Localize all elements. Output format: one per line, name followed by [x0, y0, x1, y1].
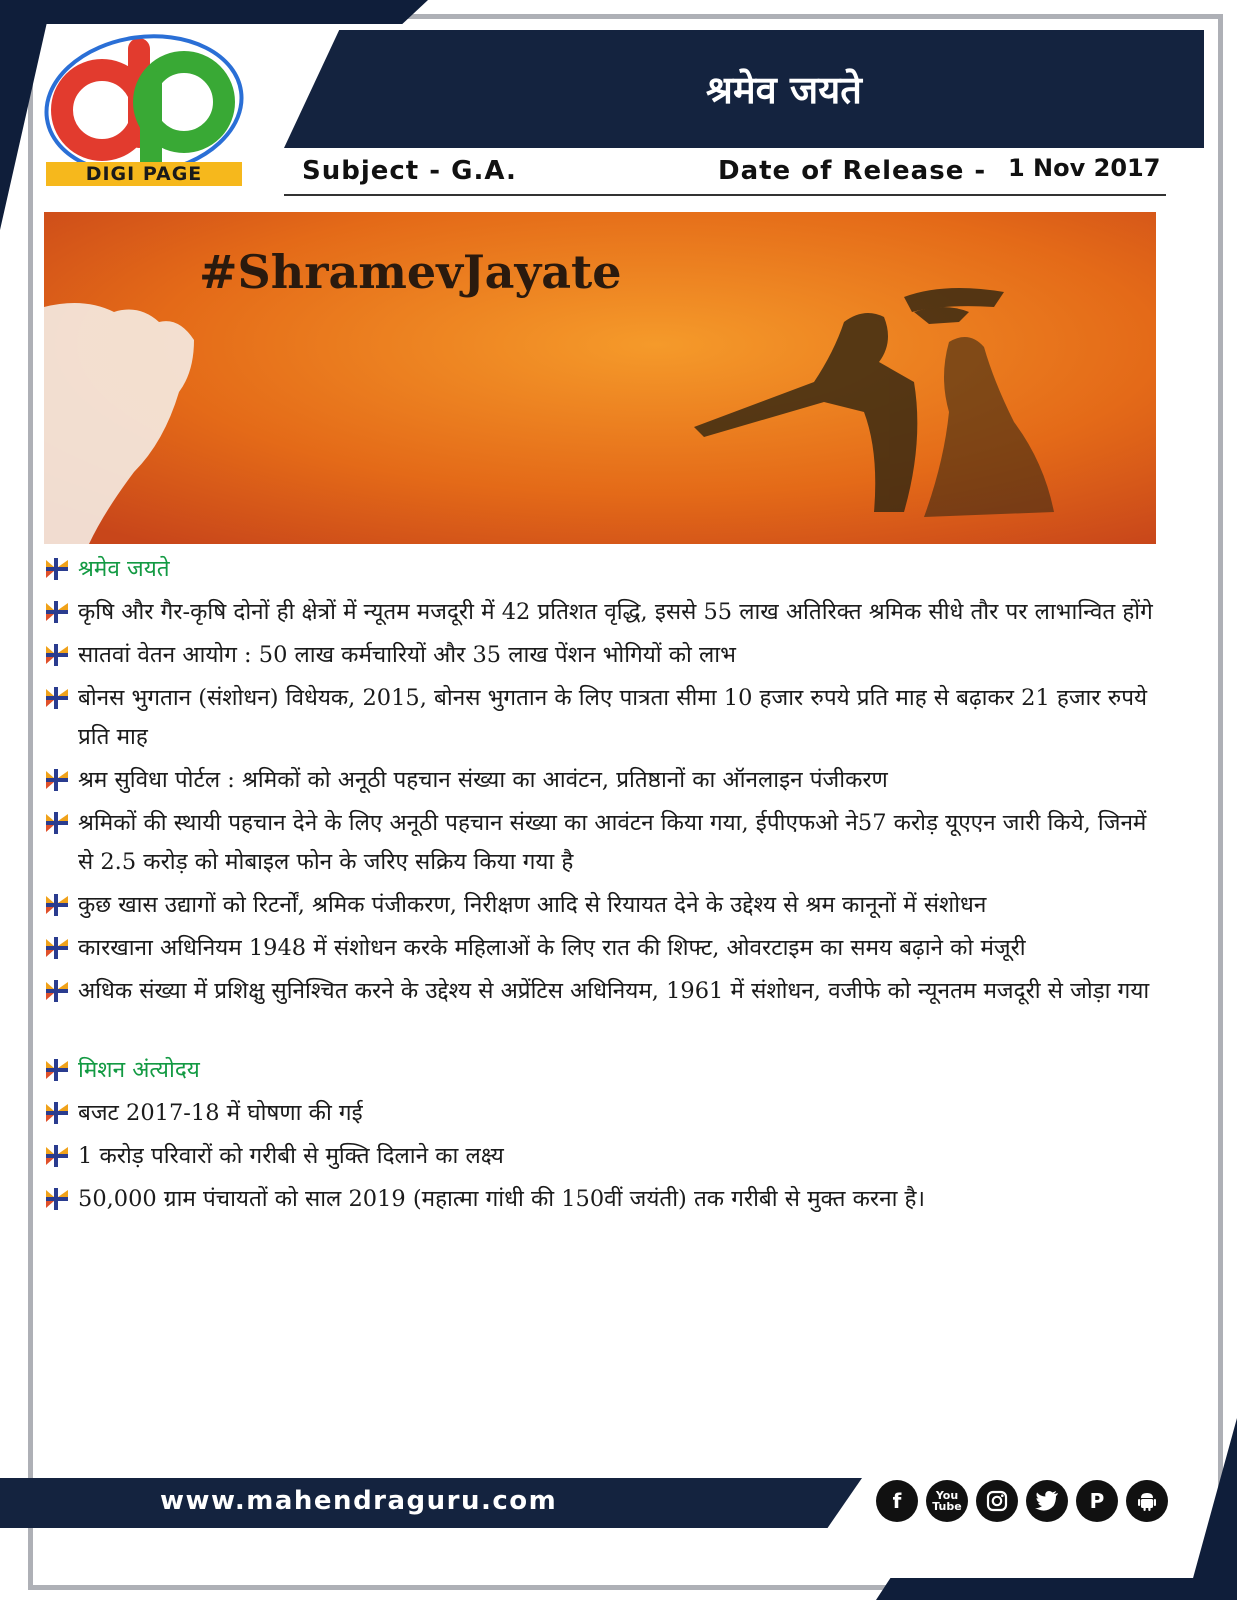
bullet-arrow-icon	[44, 1143, 70, 1169]
bullet-arrow-icon	[44, 599, 70, 625]
logo-badge: DIGI PAGE	[46, 162, 242, 186]
content-body	[44, 550, 1164, 1223]
bullet-item	[44, 636, 1164, 675]
bullet-arrow-icon	[44, 642, 70, 668]
bullet-item	[44, 804, 1164, 882]
page-title: श्रमेव जयते	[706, 68, 862, 112]
section-gap	[44, 1015, 1164, 1051]
bullet-item	[44, 972, 1164, 1011]
bullet-arrow-icon	[44, 1100, 70, 1126]
section-heading	[44, 550, 1164, 589]
social-icons	[876, 1480, 1168, 1522]
release-label: Date of Release -	[718, 156, 987, 186]
bullet-arrow-icon	[44, 935, 70, 961]
bullet-item	[44, 929, 1164, 968]
instagram-icon[interactable]	[976, 1480, 1018, 1522]
bullet-item	[44, 679, 1164, 757]
bullet-item	[44, 1094, 1164, 1133]
corner-decoration-top-strip	[0, 0, 428, 24]
bullet-arrow-icon	[44, 892, 70, 918]
bullet-item-text: श्रमिकों की स्थायी पहचान देने के लिए अनूठी पहचान संख्या का आवंटन किया गया, ईपीएफओ ने57 करोड़ यूएएन जारी किये, जिनमें से 2.5 करोड़ को मोबाइल फोन के जरिए सक्रिय किया गया है	[78, 810, 1147, 875]
android-icon[interactable]	[1126, 1480, 1168, 1522]
bullet-arrow-icon	[44, 1057, 70, 1083]
bullet-arrow-icon	[44, 1186, 70, 1212]
bullet-item	[44, 1180, 1164, 1219]
bullet-item	[44, 886, 1164, 925]
bullet-item	[44, 1137, 1164, 1176]
bullet-item-text: बोनस भुगतान (संशोधन) विधेयक, 2015, बोनस भुगतान के लिए पात्रता सीमा 10 हजार रुपये प्रति माह से बढ़ाकर 21 हजार रुपये प्रति माह	[78, 685, 1148, 750]
twitter-icon[interactable]	[1026, 1480, 1068, 1522]
bullet-item-text: अधिक संख्या में प्रशिक्षु सुनिश्चित करने के उद्देश्य से अप्रेंटिस अधिनियम, 1961 में संशोधन, वजीफे को न्यूनतम मजदूरी से जोड़ा गया	[78, 978, 1150, 1004]
corner-decoration-bottom-strip	[876, 1578, 1237, 1600]
shramev-jayate-banner	[44, 212, 1156, 544]
bullet-item-text: श्रम सुविधा पोर्टल : श्रमिकों को अनूठी पहचान संख्या का आवंटन, प्रतिष्ठानों का ऑनलाइन पंजीकरण	[78, 767, 888, 793]
bullet-item-text: 50,000 ग्राम पंचायतों को साल 2019 (महात्मा गांधी की 150वीं जयंती) तक गरीबी से मुक्त करना है।	[78, 1186, 926, 1212]
youtube-icon[interactable]: You Tube	[926, 1480, 968, 1522]
bullet-item	[44, 593, 1164, 632]
bullet-item-text: कृषि और गैर-कृषि दोनों ही क्षेत्रों में न्यूतम मजदूरी में 42 प्रतिशत वृद्धि, इससे 55 लाख अतिरिक्त श्रमिक सीधे तौर पर लाभान्वित होंगे	[78, 599, 1153, 625]
facebook-icon[interactable]: f	[876, 1480, 918, 1522]
bullet-item	[44, 761, 1164, 800]
bullet-arrow-icon	[44, 556, 70, 582]
subject-label: Subject - G.A.	[302, 156, 517, 186]
pinterest-icon[interactable]: P	[1076, 1480, 1118, 1522]
header-divider	[284, 194, 1166, 196]
website-link[interactable]: www.mahendraguru.com	[160, 1486, 558, 1516]
section-heading-text: मिशन अंत्योदय	[78, 1057, 200, 1083]
bullet-item-text: 1 करोड़ परिवारों को गरीबी से मुक्ति दिलाने का लक्ष्य	[78, 1143, 504, 1169]
release-date: 1 Nov 2017	[1008, 154, 1161, 182]
section-heading-text: श्रमेव जयते	[78, 556, 170, 582]
banner-hashtag: #ShramevJayate	[199, 245, 622, 299]
bullet-arrow-icon	[44, 685, 70, 711]
bullet-arrow-icon	[44, 978, 70, 1004]
bullet-arrow-icon	[44, 810, 70, 836]
bullet-item-text: सातवां वेतन आयोग : 50 लाख कर्मचारियों और 35 लाख पेंशन भोगियों को लाभ	[78, 642, 736, 668]
bullet-item-text: कारखाना अधिनियम 1948 में संशोधन करके महिलाओं के लिए रात की शिफ्ट, ओवरटाइम का समय बढ़ाने को मंजूरी	[78, 935, 1026, 961]
section-heading	[44, 1051, 1164, 1090]
corner-decoration-bottom-right	[1187, 1418, 1237, 1600]
bullet-arrow-icon	[44, 767, 70, 793]
bullet-item-text: कुछ खास उद्यागों को रिटर्नों, श्रमिक पंजीकरण, निरीक्षण आदि से रियायत देने के उद्देश्य से श्रम कानूनों में संशोधन	[78, 892, 987, 918]
bullet-item-text: बजट 2017-18 में घोषणा की गई	[78, 1100, 363, 1126]
